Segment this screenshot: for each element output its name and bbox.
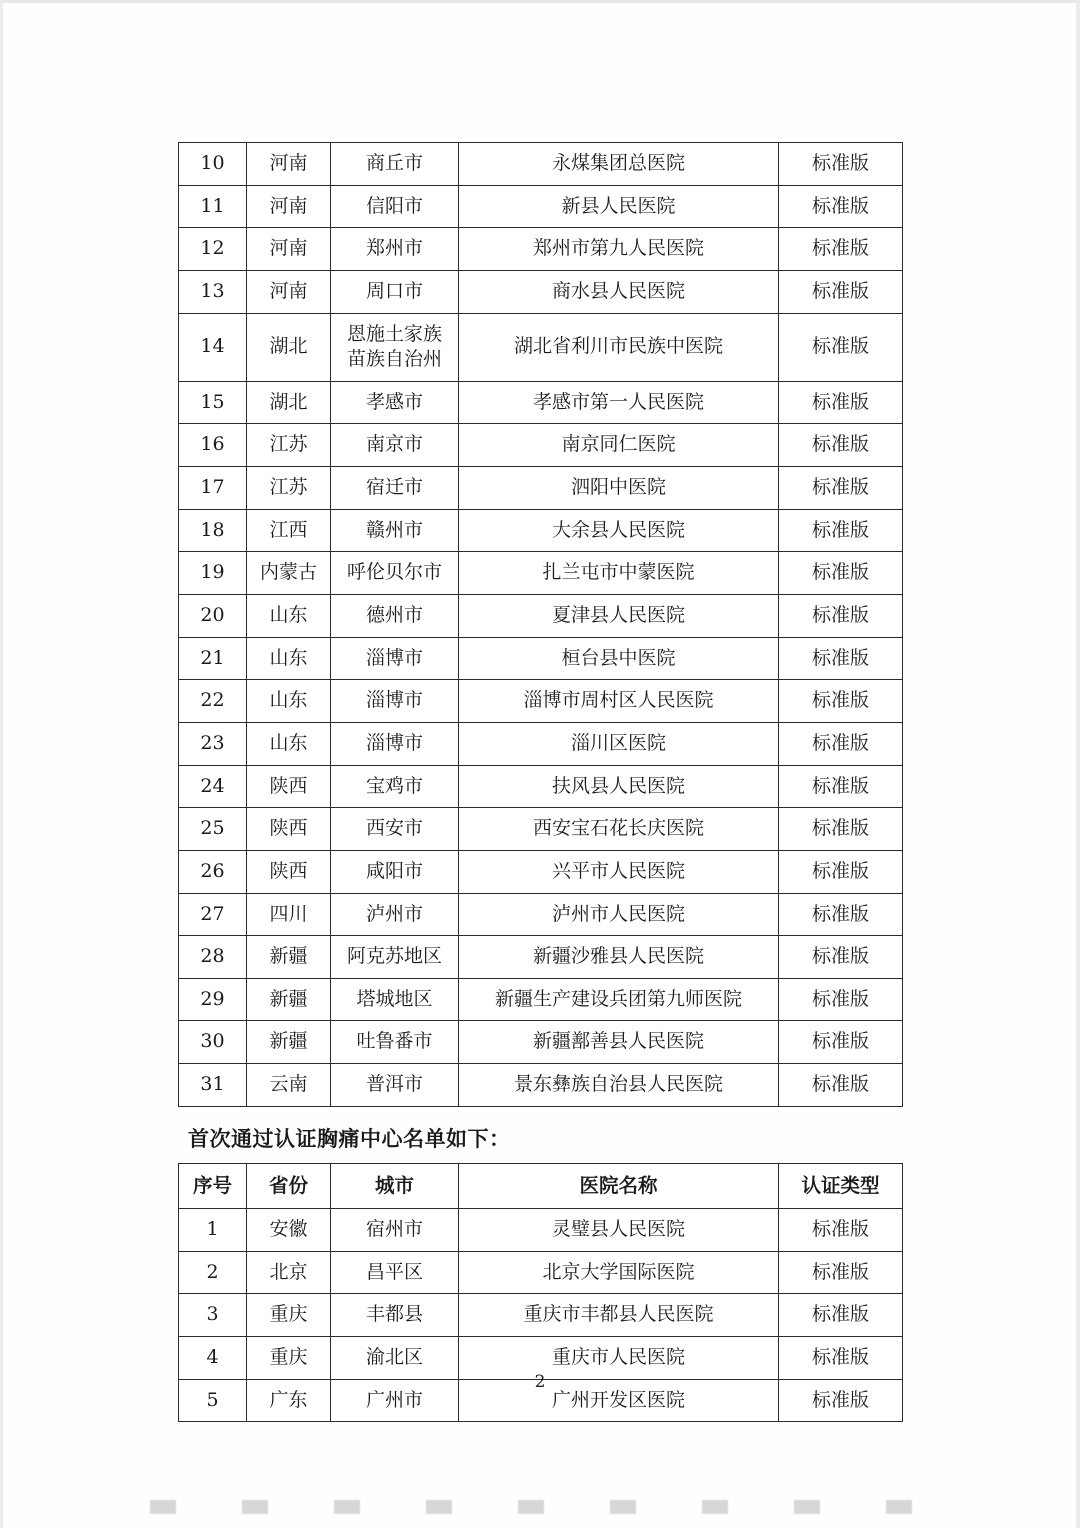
section-title: 首次通过认证胸痛中心名单如下： [188,1125,511,1151]
cell-index: 1 [179,1209,247,1252]
cell-cert-type: 标准版 [779,270,903,313]
scan-edge-right [1076,0,1080,1528]
cell-province: 陕西 [247,850,331,893]
scan-edge-left [0,0,3,1528]
cell-hospital: 新疆生产建设兵团第九师医院 [459,978,779,1021]
cell-index: 15 [179,381,247,424]
cell-province: 江西 [247,509,331,552]
page-content [178,142,902,1422]
table-row [179,893,903,936]
cell-cert-type: 标准版 [779,381,903,424]
cell-cert-type: 标准版 [779,424,903,467]
table-header-row [179,1163,903,1208]
cell-cert-type: 标准版 [779,228,903,271]
cell-province: 云南 [247,1064,331,1107]
cell-hospital: 商水县人民医院 [459,270,779,313]
cell-city: 阿克苏地区 [331,936,459,979]
cell-index: 18 [179,509,247,552]
cell-hospital: 桓台县中医院 [459,637,779,680]
cell-cert-type: 标准版 [779,1294,903,1337]
cell-city: 丰都县 [331,1294,459,1337]
cell-province: 新疆 [247,978,331,1021]
cell-hospital: 南京同仁医院 [459,424,779,467]
cell-hospital: 扎兰屯市中蒙医院 [459,552,779,595]
cell-city: 商丘市 [331,143,459,186]
cell-cert-type: 标准版 [779,1064,903,1107]
cell-hospital: 扶风县人民医院 [459,765,779,808]
cell-province: 湖北 [247,313,331,381]
cell-index: 22 [179,680,247,723]
cell-cert-type: 标准版 [779,1336,903,1379]
cell-cert-type: 标准版 [779,1021,903,1064]
table-row [179,467,903,510]
table-row [179,552,903,595]
cell-cert-type: 标准版 [779,1379,903,1422]
table-row [179,850,903,893]
cell-city: 广州市 [331,1379,459,1422]
cell-index: 23 [179,722,247,765]
column-header-index: 序号 [179,1163,247,1208]
table-row [179,228,903,271]
cell-city: 恩施土家族 苗族自治州 [331,313,459,381]
cell-hospital: 夏津县人民医院 [459,595,779,638]
cell-province: 广东 [247,1379,331,1422]
cell-index: 10 [179,143,247,186]
cell-province: 新疆 [247,1021,331,1064]
table-row [179,270,903,313]
scan-artifact-bottom [150,1500,940,1514]
cell-index: 2 [179,1251,247,1294]
cell-index: 20 [179,595,247,638]
cell-city: 塔城地区 [331,978,459,1021]
cell-hospital: 淄川区医院 [459,722,779,765]
cell-index: 21 [179,637,247,680]
cell-province: 山东 [247,637,331,680]
cell-cert-type: 标准版 [779,467,903,510]
table-row [179,978,903,1021]
table-row [179,143,903,186]
cell-index: 28 [179,936,247,979]
cell-province: 河南 [247,228,331,271]
table-row [179,595,903,638]
cell-hospital: 广州开发区医院 [459,1379,779,1422]
cell-index: 30 [179,1021,247,1064]
cell-hospital: 兴平市人民医院 [459,850,779,893]
table-row [179,1209,903,1252]
cell-cert-type: 标准版 [779,509,903,552]
page-number: 2 [534,1372,546,1392]
cell-city: 呼伦贝尔市 [331,552,459,595]
table-row [179,185,903,228]
cell-hospital: 西安宝石花长庆医院 [459,808,779,851]
table-row [179,765,903,808]
cell-hospital: 湖北省利川市民族中医院 [459,313,779,381]
cell-hospital: 北京大学国际医院 [459,1251,779,1294]
cell-province: 内蒙古 [247,552,331,595]
cell-hospital: 泸州市人民医院 [459,893,779,936]
cell-hospital: 重庆市丰都县人民医院 [459,1294,779,1337]
cell-province: 河南 [247,185,331,228]
cell-index: 26 [179,850,247,893]
cell-city: 孝感市 [331,381,459,424]
cell-cert-type: 标准版 [779,936,903,979]
cell-cert-type: 标准版 [779,143,903,186]
table-row [179,381,903,424]
table-row [179,1251,903,1294]
cell-province: 安徽 [247,1209,331,1252]
cell-province: 江苏 [247,467,331,510]
cell-hospital: 大余县人民医院 [459,509,779,552]
cell-index: 16 [179,424,247,467]
cell-province: 重庆 [247,1336,331,1379]
cell-province: 北京 [247,1251,331,1294]
cell-index: 25 [179,808,247,851]
cell-city: 周口市 [331,270,459,313]
table-row [179,1294,903,1337]
cell-city: 德州市 [331,595,459,638]
cell-cert-type: 标准版 [779,1209,903,1252]
column-header-cert-type: 认证类型 [779,1163,903,1208]
cell-province: 湖北 [247,381,331,424]
cell-hospital: 郑州市第九人民医院 [459,228,779,271]
cell-province: 四川 [247,893,331,936]
cell-cert-type: 标准版 [779,765,903,808]
cell-city: 渝北区 [331,1336,459,1379]
cell-hospital: 永煤集团总医院 [459,143,779,186]
table-row [179,722,903,765]
certified-centers-table-continued [178,142,903,1107]
cell-cert-type: 标准版 [779,637,903,680]
cell-city: 吐鲁番市 [331,1021,459,1064]
scan-edge-top [0,0,1080,3]
cell-province: 河南 [247,143,331,186]
cell-hospital: 泗阳中医院 [459,467,779,510]
cell-hospital: 新疆沙雅县人民医院 [459,936,779,979]
cell-hospital: 新疆鄯善县人民医院 [459,1021,779,1064]
cell-province: 陕西 [247,765,331,808]
cell-city: 宿州市 [331,1209,459,1252]
cell-city: 赣州市 [331,509,459,552]
cell-city: 咸阳市 [331,850,459,893]
cell-index: 19 [179,552,247,595]
cell-index: 24 [179,765,247,808]
cell-hospital: 重庆市人民医院 [459,1336,779,1379]
cell-province: 河南 [247,270,331,313]
cell-hospital: 孝感市第一人民医院 [459,381,779,424]
column-header-hospital: 医院名称 [459,1163,779,1208]
cell-index: 31 [179,1064,247,1107]
cell-hospital: 灵璧县人民医院 [459,1209,779,1252]
cell-city: 淄博市 [331,637,459,680]
cell-index: 14 [179,313,247,381]
cell-hospital: 淄博市周村区人民医院 [459,680,779,723]
cell-cert-type: 标准版 [779,893,903,936]
cell-city: 郑州市 [331,228,459,271]
table-row [179,509,903,552]
cell-index: 4 [179,1336,247,1379]
cell-province: 新疆 [247,936,331,979]
table-row [179,1021,903,1064]
cell-city: 淄博市 [331,722,459,765]
cell-province: 江苏 [247,424,331,467]
cell-city: 宿迁市 [331,467,459,510]
cell-cert-type: 标准版 [779,808,903,851]
column-header-province: 省份 [247,1163,331,1208]
table-row [179,313,903,381]
cell-province: 陕西 [247,808,331,851]
cell-city: 昌平区 [331,1251,459,1294]
cell-city: 西安市 [331,808,459,851]
cell-cert-type: 标准版 [779,552,903,595]
table-row [179,936,903,979]
cell-cert-type: 标准版 [779,680,903,723]
cell-province: 山东 [247,595,331,638]
cell-cert-type: 标准版 [779,722,903,765]
cell-cert-type: 标准版 [779,595,903,638]
cell-city: 普洱市 [331,1064,459,1107]
table-row [179,808,903,851]
table-row [179,1064,903,1107]
cell-index: 27 [179,893,247,936]
cell-index: 5 [179,1379,247,1422]
cell-hospital: 新县人民医院 [459,185,779,228]
cell-province: 山东 [247,680,331,723]
column-header-city: 城市 [331,1163,459,1208]
cell-cert-type: 标准版 [779,185,903,228]
cell-cert-type: 标准版 [779,850,903,893]
cell-cert-type: 标准版 [779,313,903,381]
cell-province: 重庆 [247,1294,331,1337]
table-row [179,680,903,723]
cell-index: 12 [179,228,247,271]
cell-index: 29 [179,978,247,1021]
cell-cert-type: 标准版 [779,978,903,1021]
cell-city: 淄博市 [331,680,459,723]
cell-city: 泸州市 [331,893,459,936]
cell-city: 宝鸡市 [331,765,459,808]
cell-index: 11 [179,185,247,228]
cell-cert-type: 标准版 [779,1251,903,1294]
table-row [179,637,903,680]
cell-city: 南京市 [331,424,459,467]
cell-city: 信阳市 [331,185,459,228]
cell-province: 山东 [247,722,331,765]
cell-hospital: 景东彝族自治县人民医院 [459,1064,779,1107]
table-row [179,424,903,467]
cell-index: 13 [179,270,247,313]
cell-index: 17 [179,467,247,510]
cell-index: 3 [179,1294,247,1337]
